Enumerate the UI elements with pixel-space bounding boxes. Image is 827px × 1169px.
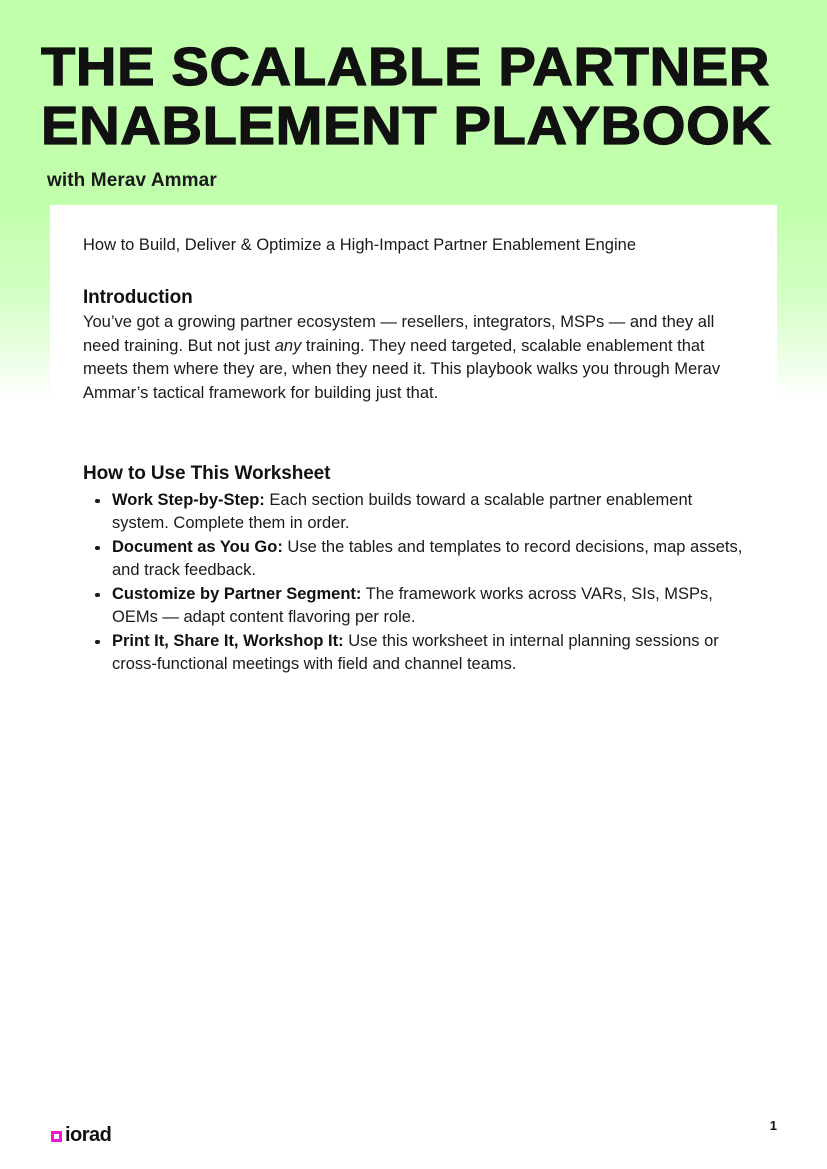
introduction-text-part-2: training. They need targeted, scalable enablement that meets them where they are, when they need it. This playbook walks you through Merav Ammar’s tactical framework for building just that. bbox=[83, 336, 721, 402]
bullet-text: Use the tables and templates to record decisions, map assets, and track feedback. bbox=[112, 538, 743, 579]
section-introduction bbox=[83, 287, 743, 405]
list-item bbox=[83, 536, 743, 582]
logo-wordmark: iorad bbox=[65, 1124, 112, 1146]
page-number: 1 bbox=[769, 1118, 777, 1133]
list-item bbox=[83, 630, 743, 676]
bullet-label: Work Step-by-Step: bbox=[112, 491, 265, 509]
introduction-emphasis: any bbox=[274, 336, 302, 355]
section-worksheet bbox=[83, 463, 743, 676]
bullet-label: Print It, Share It, Workshop It: bbox=[112, 632, 344, 650]
introduction-text-part-1: You’ve got a growing partner ecosystem — resellers, integrators, MSPs — and they all need training. But not just bbox=[83, 313, 715, 355]
iorad-logo bbox=[51, 1125, 111, 1145]
introduction-heading: Introduction bbox=[83, 287, 193, 308]
content-card bbox=[50, 205, 777, 905]
bullet-label: Customize by Partner Segment: bbox=[112, 585, 362, 603]
bullet-text: Each section builds toward a scalable partner enablement system. Complete them in order. bbox=[112, 491, 693, 532]
bullet-text: Use this worksheet in internal planning sessions or cross-functional meetings with field and channel teams. bbox=[112, 632, 719, 673]
list-item bbox=[83, 489, 743, 535]
bullet-label: Document as You Go: bbox=[112, 538, 283, 556]
document-lede: How to Build, Deliver & Optimize a High-Impact Partner Enablement Engine bbox=[83, 236, 636, 254]
page-title: THE SCALABLE PARTNER ENABLEMENT PLAYBOOK bbox=[41, 37, 772, 156]
bullet-text: The framework works across VARs, SIs, MSPs, OEMs — adapt content flavoring per role. bbox=[112, 585, 713, 626]
document-header bbox=[41, 38, 786, 192]
worksheet-heading: How to Use This Worksheet bbox=[83, 463, 331, 484]
list-item bbox=[83, 583, 743, 629]
page-footer bbox=[0, 1089, 827, 1169]
introduction-paragraph bbox=[83, 311, 743, 405]
square-outline-icon bbox=[51, 1131, 62, 1142]
worksheet-bullet-list bbox=[83, 489, 743, 676]
page-subtitle: with Merav Ammar bbox=[47, 170, 217, 191]
content-card-inner bbox=[50, 205, 777, 676]
